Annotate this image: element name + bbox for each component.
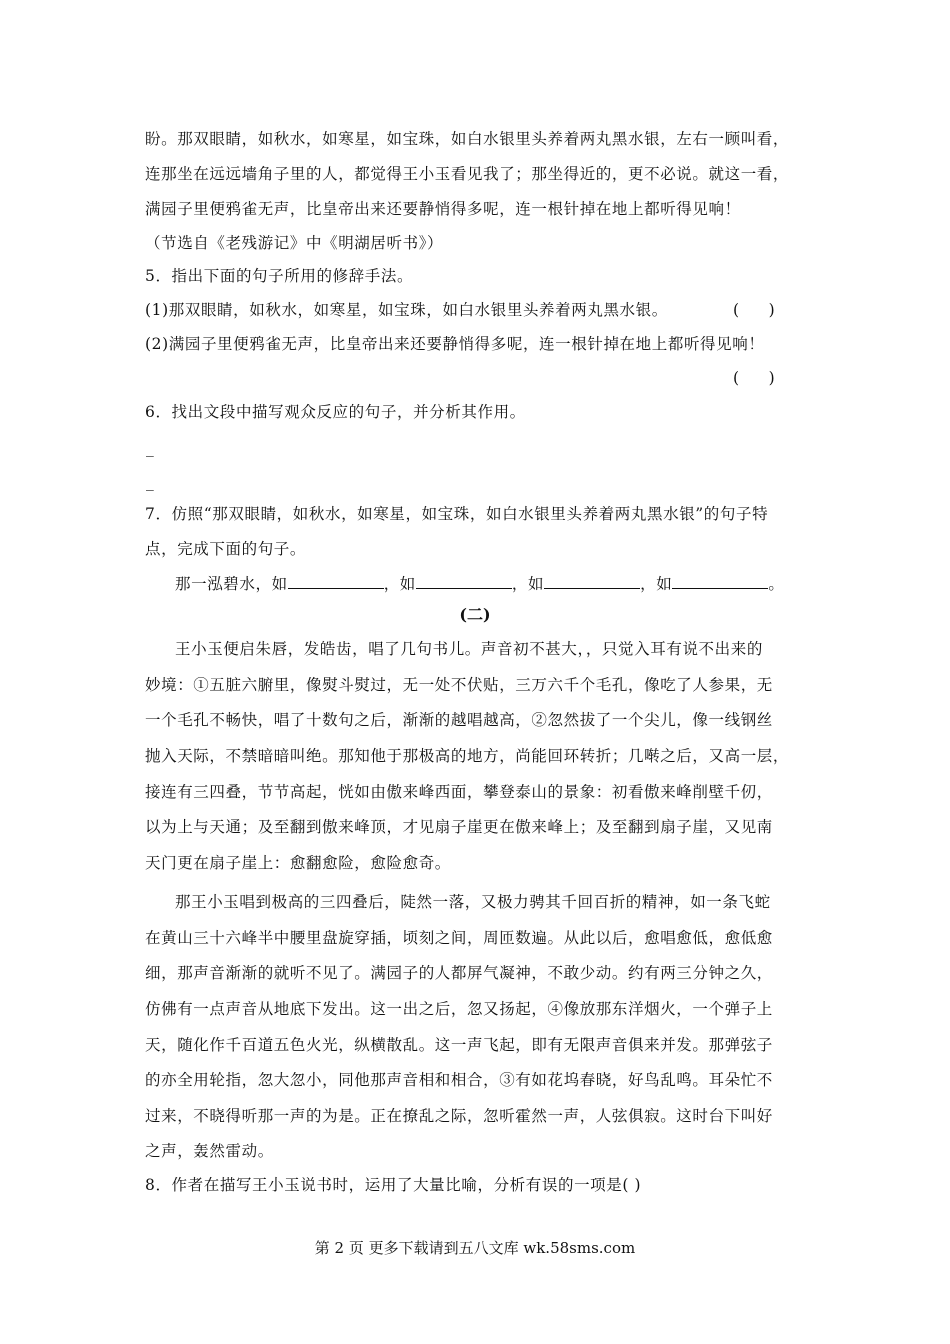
q5-item-2-answer-paren: ( ) (733, 369, 775, 387)
q7-sep: ，如 (511, 575, 545, 593)
paragraph-line: 之声，轰然雷动。 (145, 1142, 274, 1160)
passage-source: （节选自《老残游记》中《明湖居听书》） (145, 234, 444, 252)
passage-line: 连那坐在远远墙角子里的人，都觉得王小玉看见我了；那坐得近的，更不必说。就这一看， (145, 165, 790, 183)
paragraph-line: 以为上与天通；及至翻到傲来峰顶，才见扇子崖更在傲来峰上；及至翻到扇子崖，又见南 (145, 818, 773, 836)
passage-line: 盼。那双眼睛，如秋水，如寒星，如宝珠，如白水银里头养着两丸黑水银，左右一顾叫看， (145, 130, 790, 148)
passage-line: 满园子里便鸦雀无声，比皇帝出来还要静悄得多呢，连一根针掉在地上都听得见响！ (145, 200, 741, 218)
q5-stem: 5．指出下面的句子所用的修辞手法。 (145, 267, 414, 285)
q7-sep: ，如 (383, 575, 416, 593)
q7-fill-sentence (175, 572, 784, 595)
q7-stem-line-1: 7．仿照“那双眼睛，如秋水，如寒星，如宝珠，如白水银里头养着两丸黑水银”的句子特 (145, 505, 769, 523)
q7-end: 。 (768, 575, 785, 593)
section-heading: (二) (459, 605, 491, 624)
q7-blank-2[interactable] (416, 572, 512, 589)
q7-blank-4[interactable] (672, 572, 768, 589)
paragraph-line: 天，随化作千百道五色火光，纵横散乱。这一声飞起，即有无限声音俱来并发。那弹弦子 (145, 1036, 773, 1054)
q7-sep: ，如 (640, 575, 673, 593)
q7-lead: 那一泓碧水，如 (175, 575, 288, 593)
paragraph-line: 仿佛有一点声音从地底下发出。这一出之后，忽又扬起，④像放那东洋烟火，一个弹子上 (145, 1000, 773, 1018)
q5-item-1-answer-paren: ( ) (733, 301, 775, 319)
paragraph-line: 细，那声音渐渐的就听不见了。满园子的人都屏气凝神，不敢少动。约有两三分钟之久， (145, 964, 773, 982)
q6-stem: 6．找出文段中描写观众反应的句子，并分析其作用。 (145, 403, 526, 421)
q8-stem: 8．作者在描写王小玉说书时，运用了大量比喻，分析有误的一项是( ) (145, 1176, 642, 1194)
paragraph-line: 妙境：①五脏六腑里，像熨斗熨过，无一处不伏贴，三万六千个毛孔，像吃了人参果，无 (145, 676, 773, 694)
q6-answer-line: _ (146, 439, 154, 457)
q7-blank-3[interactable] (544, 572, 640, 589)
paragraph-line: 那王小玉唱到极高的三四叠后，陡然一落，又极力骋其千回百折的精神，如一条飞蛇 (175, 893, 771, 911)
paragraph-line: 的亦全用轮指，忽大忽小，同他那声音相和相合，③有如花坞春晓，好鸟乱鸣。耳朵忙不 (145, 1071, 773, 1089)
paragraph-line: 在黄山三十六峰半中腰里盘旋穿插，顷刻之间，周匝数遍。从此以后，愈唱愈低，愈低愈 (145, 929, 773, 947)
paragraph-line: 过来，不晓得听那一声的为是。正在撩乱之际，忽听霍然一声，人弦俱寂。这时台下叫好 (145, 1107, 773, 1125)
paragraph-line: 天门更在扇子崖上：愈翻愈险，愈险愈奇。 (145, 854, 451, 872)
paragraph-line: 王小玉便启朱唇，发皓齿，唱了几句书儿。声音初不甚大，，只觉入耳有说不出来的 (175, 640, 763, 658)
q5-item-2: (2)满园子里便鸦雀无声，比皇帝出来还要静悄得多呢，连一根针掉在地上都听得见响！ (145, 335, 765, 353)
paragraph-line: 抛入天际，不禁暗暗叫绝。那知他于那极高的地方，尚能回环转折；几啭之后，又高一层， (145, 747, 790, 765)
q5-item-1: (1)那双眼睛，如秋水，如寒星，如宝珠，如白水银里头养着两丸黑水银。 (145, 301, 668, 319)
q7-stem-line-2: 点，完成下面的句子。 (145, 540, 307, 558)
q6-answer-line: _ (146, 473, 154, 491)
paragraph-line: 一个毛孔不畅快，唱了十数句之后，渐渐的越唱越高，②忽然拔了一个尖儿，像一线钢丝 (145, 711, 773, 729)
paragraph-line: 接连有三四叠，节节高起，恍如由傲来峰西面，攀登泰山的景象：初看傲来峰削壁千仞， (145, 783, 773, 801)
page-footer: 第 2 页 更多下载请到五八文库 wk.58sms.com (314, 1239, 636, 1257)
q7-blank-1[interactable] (288, 572, 384, 589)
